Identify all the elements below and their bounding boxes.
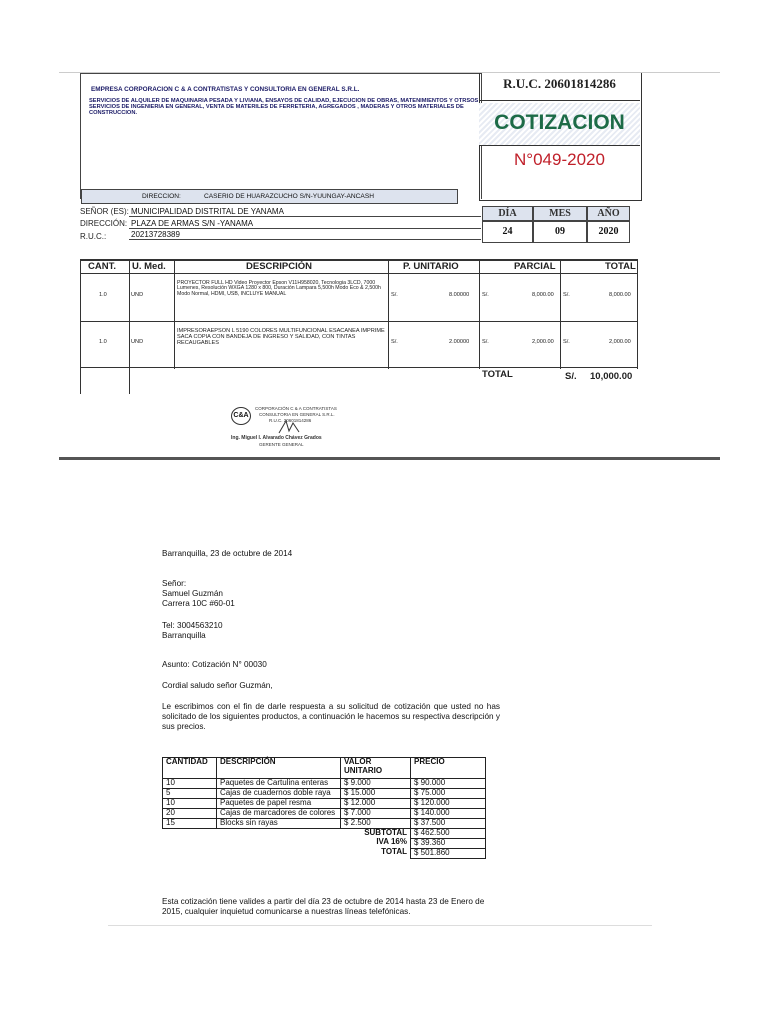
row2-currency: S/. [482,339,489,345]
table-border [80,259,81,394]
logo-icon: C&A [231,407,251,425]
row2-currency: S/. [391,339,398,345]
price-cell: $ 140.000 [411,808,486,818]
table-border [560,259,561,369]
recipient-city: Barranquilla [162,631,206,640]
grand-total-label: TOTAL [482,369,513,380]
client-name-value: MUNICIPALIDAD DISTRITAL DE YANAMA [129,207,481,217]
col-header-unit-value: VALOR UNITARIO [341,758,411,779]
items-table-header [80,259,637,274]
recipient-address: Carrera 10C #60-01 [162,599,235,608]
row2-cant: 1.0 [99,339,107,345]
row1-partial: 8,000.00 [532,292,554,298]
col-cant: CANT. [88,261,116,272]
table-row [163,788,486,798]
table-border [388,259,389,369]
day-value: 24 [482,221,533,243]
quotation-letter-document [108,546,652,926]
subject-line: Asunto: Cotización N° 00030 [162,660,267,669]
subtotal-value: $ 462.500 [411,828,486,838]
row2-description: IMPRESORAEPSON L 5190 COLORES MULTIFUNCIONAL ESACANEA IMPRIME SACA COPIA CON BANDEJA DE INGRESO Y SALIDAD, CON TINTAS RECAUGABLES [177,328,385,346]
table-border [174,259,175,369]
total-label: TOTAL [163,848,411,858]
price-cell: $ 75.000 [411,788,486,798]
company-services: SERVICIOS DE ALQUILER DE MAQUINARIA PESADA Y LIVIANA, ENSAYOS DE CALIDAD, EJECUCION DE OBRAS, MATENIMIENTOS Y OTRSOS SERVICIOS DE INGENIERIA EN GENERAL, VENTA DE MATERILES DE FERRETERIA, AGREGADOS , MADERAS Y OTROS MATERIALES DE CONSTRUCCION. [89,98,479,116]
col-umed: U. Med. [132,261,166,272]
day-label: DÍA [482,206,533,221]
tax-value: $ 39.360 [411,838,486,848]
row-divider [80,367,637,368]
col-desc: DESCRIPCIÓN [246,261,312,272]
month-label: MES [533,206,587,221]
signer-name: Ing. Miguel I. Alvarado Chávez Grados [231,435,322,441]
client-address-label: DIRECCIÓN: [80,219,128,228]
body-paragraph: Le escribimos con el fin de darle respuesta a su solicitud de cotización que usted no has solicitado de los siguientes productos, a continuación le hacemos su respectiva descripción y sus precios. [162,702,500,731]
document-title: COTIZACION [494,111,625,134]
validity-footer: Esta cotización tiene valides a partir del día 23 de octubre de 2014 hasta 23 de Enero de 2015, cualquier inquietud comunicarse a nuestras líneas telefónicas. [162,897,485,916]
recipient-phone: Tel: 3004563210 [162,621,223,630]
table-row [163,798,486,808]
table-row [163,779,486,789]
quantity-cell: 15 [163,818,217,828]
row1-total: 8,000.00 [609,292,631,298]
ruc-number: R.U.C. 20601814286 [503,76,616,91]
quantity-cell: 10 [163,779,217,789]
row2-total: 2,000.00 [609,339,631,345]
recipient-name: Samuel Guzmán [162,589,223,598]
row1-description: PROYECTOR FULL HD Video Proyector Epson V11H958020, Tecnologia 3LCD, 7000 Lumenes, Resolución WXGA 1280 x 800, Duración Lampara 5,500h Modo Eco & 2,500h Modo Normal, HDMI, USB, INCLUYE MANUAL [177,280,381,297]
year-value: 2020 [587,221,630,243]
row2-unit-price: 2.00000 [449,339,470,345]
col-header-description: DESCRIPCIÓN [217,758,341,779]
products-table [162,757,486,859]
row2-currency: S/. [563,339,570,345]
tax-label: IVA 16% [163,838,411,848]
unit-value-cell: $ 7.000 [341,808,411,818]
col-parcial: PARCIAL [514,261,556,272]
col-header-quantity: CANTIDAD [163,758,217,779]
row1-umed: UND [131,292,144,298]
stamp-line-1: CORPORACIÓN C & A CONTRATISTAS [255,406,337,411]
price-cell: $ 120.000 [411,798,486,808]
signer-role: GERENTE GENERAL [259,442,304,447]
quotation-document-1 [59,72,720,460]
unit-value-cell: $ 2.500 [341,818,411,828]
table-border [637,259,638,369]
row2-partial: 2,000.00 [532,339,554,345]
description-cell: Paquetes de Cartulina enteras [217,779,341,789]
month-value: 09 [533,221,587,243]
place-date: Barranquilla, 23 de octubre de 2014 [162,549,293,558]
subtotal-label: SUBTOTAL [163,828,411,838]
row1-currency: S/. [391,292,398,298]
recipient-salutation: Señor: [162,579,187,588]
address-value: CASERIO DE HUARAZCUCHO S/N-YUUNGAY-ANCASH [204,193,374,200]
row1-cant: 1.0 [99,292,107,298]
grand-total-currency: S/. [565,371,577,382]
description-cell: Blocks sin rayas [217,818,341,828]
table-border [479,259,480,369]
company-name: EMPRESA CORPORACION C & A CONTRATISTAS Y CONSULTORIA EN GENERAL S.R.L. [91,86,360,93]
address-label: DIRECCION: [142,193,181,200]
table-row [163,818,486,828]
description-cell: Cajas de marcadores de colores [217,808,341,818]
grand-total-value: 10,000.00 [590,371,633,382]
client-ruc-label: R.U.C.: [80,232,107,241]
unit-value-cell: $ 12.000 [341,798,411,808]
table-row [163,808,486,818]
client-address-value: PLAZA DE ARMAS S/N -YANAMA [129,219,481,229]
client-ruc-value: 20213728389 [129,230,481,240]
price-cell: $ 37.500 [411,818,486,828]
client-name-label: SEÑOR (ES): [80,207,129,216]
quantity-cell: 20 [163,808,217,818]
row1-unit-price: 8.00000 [449,292,470,298]
quantity-cell: 5 [163,788,217,798]
row-divider [80,321,637,322]
row1-currency: S/. [482,292,489,298]
quantity-cell: 10 [163,798,217,808]
col-punit: P. UNITARIO [403,261,459,272]
price-cell: $ 90.000 [411,779,486,789]
row1-currency: S/. [563,292,570,298]
description-cell: Paquetes de papel resma [217,798,341,808]
col-total: TOTAL [605,261,636,272]
greeting: Cordial saludo señor Guzmán, [162,681,273,690]
year-label: AÑO [587,206,630,221]
signature-icon [277,419,303,435]
total-row [163,848,486,858]
table-border [129,259,130,394]
address-bar [81,189,458,204]
stamp-line-3: R.U.C. 20601814286 [269,418,312,423]
quotation-number: N°049-2020 [514,150,605,169]
total-value: $ 501.860 [411,848,486,858]
tax-row [163,838,486,848]
row2-umed: UND [131,339,144,345]
unit-value-cell: $ 15.000 [341,788,411,798]
description-cell: Cajas de cuadernos doble raya [217,788,341,798]
subtotal-row [163,828,486,838]
company-stamp [229,403,344,449]
unit-value-cell: $ 9.000 [341,779,411,789]
col-header-price: PRECIO [411,758,486,779]
stamp-line-2: CONSULTORIA EN GENERAL S.R.L. [259,412,335,417]
divider [479,100,640,101]
